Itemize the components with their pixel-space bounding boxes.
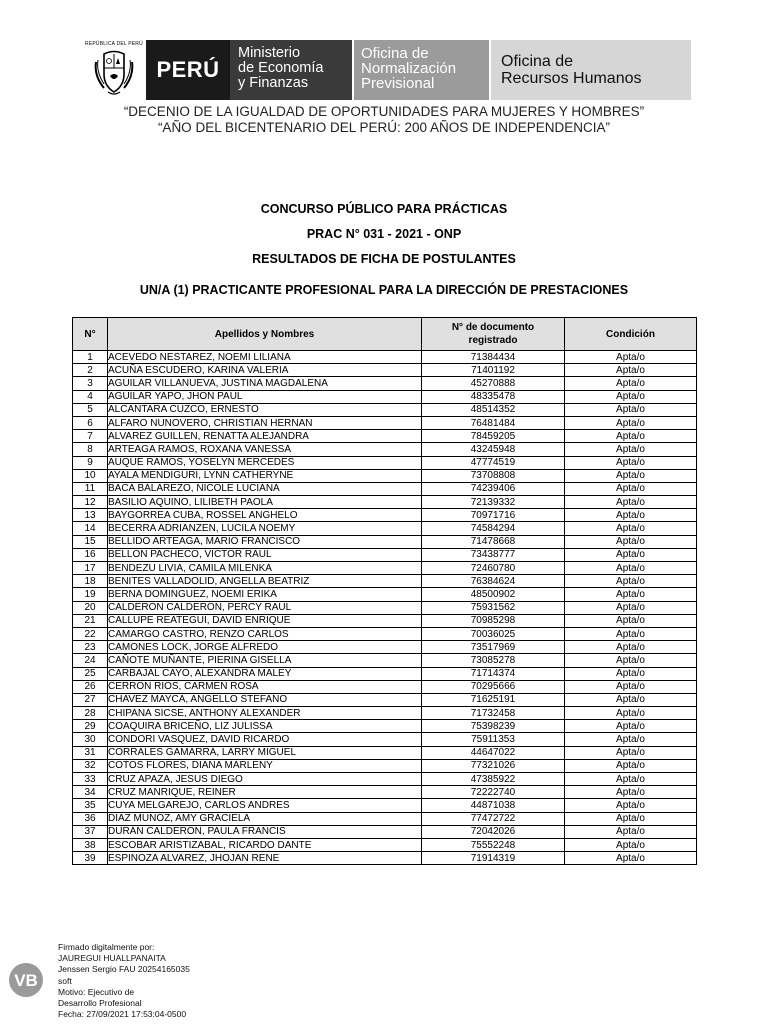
row-number: 22 — [73, 627, 108, 640]
condition: Apta/o — [565, 812, 697, 825]
row-number: 10 — [73, 469, 108, 482]
applicant-name: CARBAJAL CAYO, ALEXANDRA MALEY — [108, 667, 422, 680]
table-row — [73, 562, 697, 575]
condition: Apta/o — [565, 469, 697, 482]
applicant-name: ALCANTARA CUZCO, ERNESTO — [108, 403, 422, 416]
document-number: 44647022 — [422, 746, 565, 759]
condition: Apta/o — [565, 364, 697, 377]
condition: Apta/o — [565, 654, 697, 667]
document-number: 78459205 — [422, 430, 565, 443]
row-number: 39 — [73, 852, 108, 865]
document-number: 44871038 — [422, 799, 565, 812]
table-row — [73, 838, 697, 851]
signature-line: Desarrollo Profesional — [58, 998, 142, 1009]
condition: Apta/o — [565, 548, 697, 561]
document-number: 45270888 — [422, 377, 565, 390]
signature-line: Motivo: Ejecutivo de — [58, 986, 135, 997]
applicant-name: CHIPANA SICSE, ANTHONY ALEXANDER — [108, 707, 422, 720]
document-number: 72222740 — [422, 786, 565, 799]
table-row — [73, 773, 697, 786]
condition: Apta/o — [565, 403, 697, 416]
table-row — [73, 601, 697, 614]
applicant-name: ESPINOZA ALVAREZ, JHOJAN RENE — [108, 852, 422, 865]
applicant-name: CONDORI VASQUEZ, DAVID RICARDO — [108, 733, 422, 746]
row-number: 16 — [73, 548, 108, 561]
signature-line: JAUREGUI HUALLPANAITA — [58, 953, 166, 964]
hr-line-1: Oficina de — [501, 53, 574, 70]
header-condition: Condición — [565, 318, 697, 351]
document-number: 72460780 — [422, 562, 565, 575]
applicant-name: DIAZ MUÑOZ, AMY GRACIELA — [108, 812, 422, 825]
applicant-name: BENDEZU LIVIA, CAMILA MILENKA — [108, 562, 422, 575]
document-number: 47774519 — [422, 456, 565, 469]
decenio-slogan: “DECENIO DE LA IGUALDAD DE OPORTUNIDADES PARA MUJERES Y HOMBRES” — [123, 104, 645, 119]
mef-line-3: y Finanzas — [238, 75, 309, 91]
row-number: 26 — [73, 680, 108, 693]
signature-line: soft — [58, 975, 72, 986]
document-number: 73085278 — [422, 654, 565, 667]
onp-line-2: Normalización — [361, 60, 457, 77]
row-number: 29 — [73, 720, 108, 733]
row-number: 4 — [73, 390, 108, 403]
condition: Apta/o — [565, 509, 697, 522]
vb-stamp-icon — [8, 962, 48, 998]
row-number: 34 — [73, 786, 108, 799]
condition: Apta/o — [565, 759, 697, 772]
table-row — [73, 812, 697, 825]
mef-line-1: Ministerio — [238, 45, 301, 61]
row-number: 33 — [73, 773, 108, 786]
table-row — [73, 852, 697, 865]
hr-office-block — [491, 40, 691, 100]
header-number: N° — [73, 318, 108, 351]
condition: Apta/o — [565, 443, 697, 456]
table-row — [73, 575, 697, 588]
document-number: 71714374 — [422, 667, 565, 680]
hr-line-2: Recursos Humanos — [501, 70, 642, 87]
table-row — [73, 509, 697, 522]
applicant-name: CALDERON CALDERON, PERCY RAUL — [108, 601, 422, 614]
row-number: 13 — [73, 509, 108, 522]
applicant-name: AGUILAR YAPO, JHON PAUL — [108, 390, 422, 403]
row-number: 36 — [73, 812, 108, 825]
applicant-name: BERNA DOMINGUEZ, NOEMI ERIKA — [108, 588, 422, 601]
document-number: 75931562 — [422, 601, 565, 614]
condition: Apta/o — [565, 496, 697, 509]
document-number: 70295666 — [422, 680, 565, 693]
signature-line: Jenssen Sergio FAU 20254165035 — [58, 964, 190, 975]
table-row — [73, 799, 697, 812]
table-row — [73, 693, 697, 706]
applicant-name: CORRALES GAMARRA, LARRY MIGUEL — [108, 746, 422, 759]
table-row — [73, 627, 697, 640]
document-number: 77472722 — [422, 812, 565, 825]
year-slogan: “AÑO DEL BICENTENARIO DEL PERÚ: 200 AÑOS DE INDEPENDENCIA” — [157, 120, 611, 135]
applicant-name: BAYGORREA CUBA, ROSSEL ANGHELO — [108, 509, 422, 522]
table-row — [73, 430, 697, 443]
applicant-name: ARTEAGA RAMOS, ROXANA VANESSA — [108, 443, 422, 456]
document-number: 75398239 — [422, 720, 565, 733]
condition: Apta/o — [565, 773, 697, 786]
applicant-name: CRUZ APAZA, JESUS DIEGO — [108, 773, 422, 786]
header-name: Apellidos y Nombres — [108, 318, 422, 351]
applicant-name: BELLIDO ARTEAGA, MARIO FRANCISCO — [108, 535, 422, 548]
condition: Apta/o — [565, 720, 697, 733]
peru-logo: PERÚ — [146, 40, 230, 100]
table-row — [73, 746, 697, 759]
condition: Apta/o — [565, 351, 697, 364]
document-number: 74584294 — [422, 522, 565, 535]
row-number: 7 — [73, 430, 108, 443]
table-row — [73, 416, 697, 429]
document-number: 71401192 — [422, 364, 565, 377]
row-number: 20 — [73, 601, 108, 614]
table-row — [73, 522, 697, 535]
applicant-name: CHAVEZ MAYCA, ANGELLO STEFANO — [108, 693, 422, 706]
table-row — [73, 667, 697, 680]
row-number: 21 — [73, 614, 108, 627]
table-row — [73, 588, 697, 601]
institution-header — [82, 40, 692, 100]
condition: Apta/o — [565, 707, 697, 720]
condition: Apta/o — [565, 390, 697, 403]
table-header-row — [73, 318, 697, 351]
position-heading: UN/A (1) PRACTICANTE PROFESIONAL PARA LA DIRECCIÓN DE PRESTACIONES — [139, 283, 629, 297]
document-number: 71914319 — [422, 852, 565, 865]
condition: Apta/o — [565, 627, 697, 640]
applicant-name: ACUÑA ESCUDERO, KARINA VALERIA — [108, 364, 422, 377]
document-number: 72139332 — [422, 496, 565, 509]
condition: Apta/o — [565, 588, 697, 601]
condition: Apta/o — [565, 416, 697, 429]
row-number: 11 — [73, 482, 108, 495]
shield-icon — [92, 48, 136, 96]
mef-block — [230, 40, 352, 100]
applicant-name: CUYA MELGAREJO, CARLOS ANDRES — [108, 799, 422, 812]
table-row — [73, 535, 697, 548]
row-number: 18 — [73, 575, 108, 588]
row-number: 15 — [73, 535, 108, 548]
condition: Apta/o — [565, 693, 697, 706]
mef-line-2: de Economía — [238, 60, 324, 76]
table-row — [73, 707, 697, 720]
table-row — [73, 733, 697, 746]
condition: Apta/o — [565, 482, 697, 495]
table-row — [73, 548, 697, 561]
row-number: 24 — [73, 654, 108, 667]
condition: Apta/o — [565, 799, 697, 812]
applicant-name: CAMONES LOCK, JORGE ALFREDO — [108, 641, 422, 654]
document-number: 43245948 — [422, 443, 565, 456]
document-number: 70971716 — [422, 509, 565, 522]
coat-of-arms-text: REPÚBLICA DEL PERÚ — [85, 41, 143, 47]
row-number: 5 — [73, 403, 108, 416]
table-row — [73, 364, 697, 377]
row-number: 28 — [73, 707, 108, 720]
table-row — [73, 403, 697, 416]
applicant-name: CAMARGO CASTRO, RENZO CARLOS — [108, 627, 422, 640]
table-row — [73, 496, 697, 509]
applicant-name: AUQUE RAMOS, YOSELYN MERCEDES — [108, 456, 422, 469]
table-row — [73, 390, 697, 403]
document-number: 73517969 — [422, 641, 565, 654]
row-number: 1 — [73, 351, 108, 364]
applicant-name: ACEVEDO NESTAREZ, NOEMI LILIANA — [108, 351, 422, 364]
row-number: 25 — [73, 667, 108, 680]
table-row — [73, 641, 697, 654]
applicant-name: CRUZ MANRIQUE, REINER — [108, 786, 422, 799]
row-number: 32 — [73, 759, 108, 772]
coat-of-arms — [82, 40, 146, 100]
document-number: 76384624 — [422, 575, 565, 588]
applicant-name: ALVAREZ GUILLEN, RENATTA ALEJANDRA — [108, 430, 422, 443]
applicant-name: ALFARO NUNOVERO, CHRISTIAN HERNAN — [108, 416, 422, 429]
row-number: 38 — [73, 838, 108, 851]
applicant-name: CAÑOTE MUÑANTE, PIERINA GISELLA — [108, 654, 422, 667]
applicant-name: DURÁN CALDERÓN, PAULA FRANCIS — [108, 825, 422, 838]
condition: Apta/o — [565, 733, 697, 746]
condition: Apta/o — [565, 667, 697, 680]
condition: Apta/o — [565, 641, 697, 654]
condition: Apta/o — [565, 838, 697, 851]
condition: Apta/o — [565, 680, 697, 693]
table-row — [73, 456, 697, 469]
table-row — [73, 614, 697, 627]
row-number: 35 — [73, 799, 108, 812]
condition: Apta/o — [565, 575, 697, 588]
table-body — [73, 351, 697, 865]
onp-block — [354, 40, 489, 100]
document-number: 73708808 — [422, 469, 565, 482]
applicant-name: BENITES VALLADOLID, ANGELLA BEATRIZ — [108, 575, 422, 588]
document-number: 73438777 — [422, 548, 565, 561]
row-number: 2 — [73, 364, 108, 377]
condition: Apta/o — [565, 562, 697, 575]
document-number: 71625191 — [422, 693, 565, 706]
document-number: 71384434 — [422, 351, 565, 364]
condition: Apta/o — [565, 601, 697, 614]
applicant-name: COAQUIRA BRICEÑO, LIZ JULISSA — [108, 720, 422, 733]
document-number: 48500902 — [422, 588, 565, 601]
document-number: 70036025 — [422, 627, 565, 640]
condition: Apta/o — [565, 522, 697, 535]
condition: Apta/o — [565, 377, 697, 390]
document-number: 74239406 — [422, 482, 565, 495]
document-number: 48335478 — [422, 390, 565, 403]
condition: Apta/o — [565, 786, 697, 799]
document-number: 71478668 — [422, 535, 565, 548]
document-title: CONCURSO PÚBLICO PARA PRÁCTICAS — [260, 202, 508, 216]
document-number: 47385922 — [422, 773, 565, 786]
row-number: 12 — [73, 496, 108, 509]
row-number: 9 — [73, 456, 108, 469]
row-number: 27 — [73, 693, 108, 706]
onp-line-1: Oficina de — [361, 45, 429, 62]
document-number: 77321026 — [422, 759, 565, 772]
applicant-name: CERRON RIOS, CARMEN ROSA — [108, 680, 422, 693]
header-document: N° de documento registrado — [422, 318, 565, 351]
document-number: 76481484 — [422, 416, 565, 429]
document-number: 48514352 — [422, 403, 565, 416]
onp-line-3: Previsional — [361, 75, 435, 92]
table-row — [73, 680, 697, 693]
document-number: 72042026 — [422, 825, 565, 838]
condition: Apta/o — [565, 430, 697, 443]
applicant-name: COTOS FLORES, DIANA MARLENY — [108, 759, 422, 772]
row-number: 30 — [73, 733, 108, 746]
applicant-name: CALLUPE REATEGUI, DAVID ENRIQUE — [108, 614, 422, 627]
table-row — [73, 720, 697, 733]
table-row — [73, 759, 697, 772]
condition: Apta/o — [565, 825, 697, 838]
condition: Apta/o — [565, 852, 697, 865]
process-code: PRAC N° 031 - 2021 - ONP — [306, 227, 462, 241]
applicant-name: BASILIO AQUINO, LILIBETH PAOLA — [108, 496, 422, 509]
applicant-name: AGUILAR VILLANUEVA, JUSTINA MAGDALENA — [108, 377, 422, 390]
table-row — [73, 377, 697, 390]
signature-line: Firmado digitalmente por: — [58, 942, 155, 952]
table-row — [73, 443, 697, 456]
applicants-table — [72, 317, 697, 865]
condition: Apta/o — [565, 456, 697, 469]
table-row — [73, 482, 697, 495]
row-number: 19 — [73, 588, 108, 601]
results-heading: RESULTADOS DE FICHA DE POSTULANTES — [252, 252, 516, 266]
document-number: 70985298 — [422, 614, 565, 627]
row-number: 23 — [73, 641, 108, 654]
document-number: 75552248 — [422, 838, 565, 851]
table-row — [73, 654, 697, 667]
table-row — [73, 469, 697, 482]
condition: Apta/o — [565, 535, 697, 548]
signature-stamp — [8, 962, 48, 998]
signature-line: Fecha: 27/09/2021 17:53:04-0500 — [58, 1009, 187, 1020]
digital-signature — [58, 942, 190, 1020]
table-row — [73, 786, 697, 799]
document-number: 71732458 — [422, 707, 565, 720]
document-number: 75911353 — [422, 733, 565, 746]
applicant-name: BELLON PACHECO, VICTOR RAUL — [108, 548, 422, 561]
condition: Apta/o — [565, 614, 697, 627]
row-number: 3 — [73, 377, 108, 390]
applicant-name: ESCOBAR ARISTIZABAL, RICARDO DANTE — [108, 838, 422, 851]
row-number: 31 — [73, 746, 108, 759]
stamp-text: VB — [14, 971, 38, 990]
row-number: 14 — [73, 522, 108, 535]
applicant-name: BECERRA ADRIANZEN, LUCILA NOEMY — [108, 522, 422, 535]
row-number: 6 — [73, 416, 108, 429]
row-number: 37 — [73, 825, 108, 838]
table-row — [73, 825, 697, 838]
row-number: 17 — [73, 562, 108, 575]
condition: Apta/o — [565, 746, 697, 759]
applicant-name: BACA BALAREZO, NICOLE LUCIANA — [108, 482, 422, 495]
row-number: 8 — [73, 443, 108, 456]
table-row — [73, 351, 697, 364]
applicant-name: AYALA MENDIGURI, LYNN CATHERYNE — [108, 469, 422, 482]
